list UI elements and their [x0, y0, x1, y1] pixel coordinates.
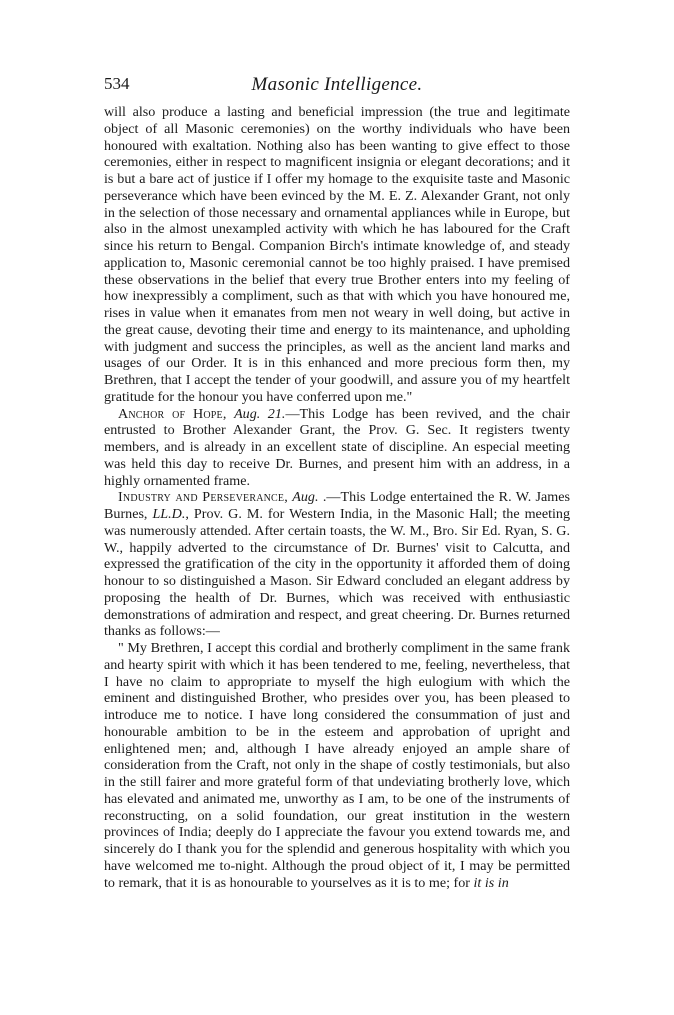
paragraph-burnes-reply — [104, 640, 570, 891]
lodge-name: Industry and Perseverance, — [118, 489, 288, 506]
degree-text: LL.D. — [152, 506, 186, 522]
paragraph-industry-and-perseverance — [104, 489, 570, 640]
paragraph-text: will also produce a lasting and beneficial impression (the true and legitimate object of all Masonic ceremonies) on the worthy individuals who have been honoured with exaltation. Nothing also has been wanting to give effect to those ceremonies, either in respect to magnificent insignia or elegant decorations; and it is but a bare act of justice if I offer my homage to the exquisite taste and Masonic perseverance which have been evinced by the M. E. Z. Alexander Grant, not only in the selection of those necessary and ornamental appliances while in Europe, but also in the almost unexampled activity with which he has laboured for the Craft since his return to Bengal. Companion Birch's intimate knowledge of, and steady application to, Masonic ceremonial cannot be too highly praised. I have premised these observations in the belief that every true Brother enters into my feeling of how inexpressibly a compliment, such as that with which you have honoured me, rises in value when it emanates from men not weary in well doing, but active in the great cause, devoting their time and energy to its maintenance, and upholding with judgment and success the principles, as well as the ancient land marks and usages of our Order. It is in this enhanced and more precious form then, my Brethren, that I accept the tender of your goodwill, and assure you of my heartfelt gratitude for the honour you have conferred upon me." — [104, 104, 570, 405]
meeting-date: Aug. — [292, 489, 319, 506]
paragraph-text: —This Lodge has been revived, and the chair entrusted to Brother Alexander Grant, the Prov. G. Sec. It registers twenty members, and is already in an excellent state of discipline. An especial meeting was held this day to receive Dr. Burnes, and present him with an address, in a highly ornamented frame. — [104, 405, 570, 489]
paragraph-anchor-of-hope — [104, 406, 570, 490]
paragraph-text: " My Brethren, I accept this cordial and brotherly compliment in the same frank and hearty spirit with which it has been tendered to me, feeling, nevertheless, that I have no claim to appropriate to myself the high eulogium with which the eminent and distinguished Brother, who presides over you, has been pleased to introduce me to notice. I have long considered the consummation of just and honourable ambition to be in the esteem and approbation of upright and enlightened men; and, although I have already enjoyed an ample share of consideration from the Craft, not only in the shape of costly testimonials, but also in the still fairer and more grateful form of that undeviating brotherly love, which has elevated and animated me, unworthy as I am, to be one of the instruments of reconstructing, on a solid foundation, our great institution in the western provinces of India; deeply do I appreciate the favour you extend towards me, and sincerely do I thank you for the splendid and generous hospitality with which you have welcomed me to-night. Although the proud object of it, I may be permitted to remark, that it is as honourable to yourselves as it is to me; for — [104, 640, 570, 891]
running-title: Masonic Intelligence. — [251, 74, 423, 95]
paragraph-text: , Prov. G. M. for Western India, in the Masonic Hall; the meeting was numerously attended. After certain toasts, the W. M., Bro. Sir Ed. Ryan, S. G. W., happily adverted to the circumstance of Dr. Burnes' visit to Calcutta, and expressed the gratification of the city in the opportunity it afforded them of doing honour to so distinguished a Mason. Sir Edward concluded an elegant address by proposing the health of Dr. Burnes, which was received with enthusiastic demonstrations of admiration and respect, and great cheering. Dr. Burnes returned thanks as follows:— — [104, 506, 570, 640]
body-text — [104, 104, 570, 891]
paragraph-text: .—This Lodge entertained the R. W. James Burnes, — [104, 489, 570, 522]
meeting-date: Aug. 21. — [234, 405, 286, 422]
paragraph-text-italic: it is in — [473, 874, 509, 891]
lodge-name: Anchor of Hope, — [118, 405, 227, 422]
running-head — [104, 74, 570, 104]
page-number: 534 — [104, 74, 130, 93]
document-page — [104, 74, 570, 954]
paragraph-address-continued — [104, 104, 570, 406]
